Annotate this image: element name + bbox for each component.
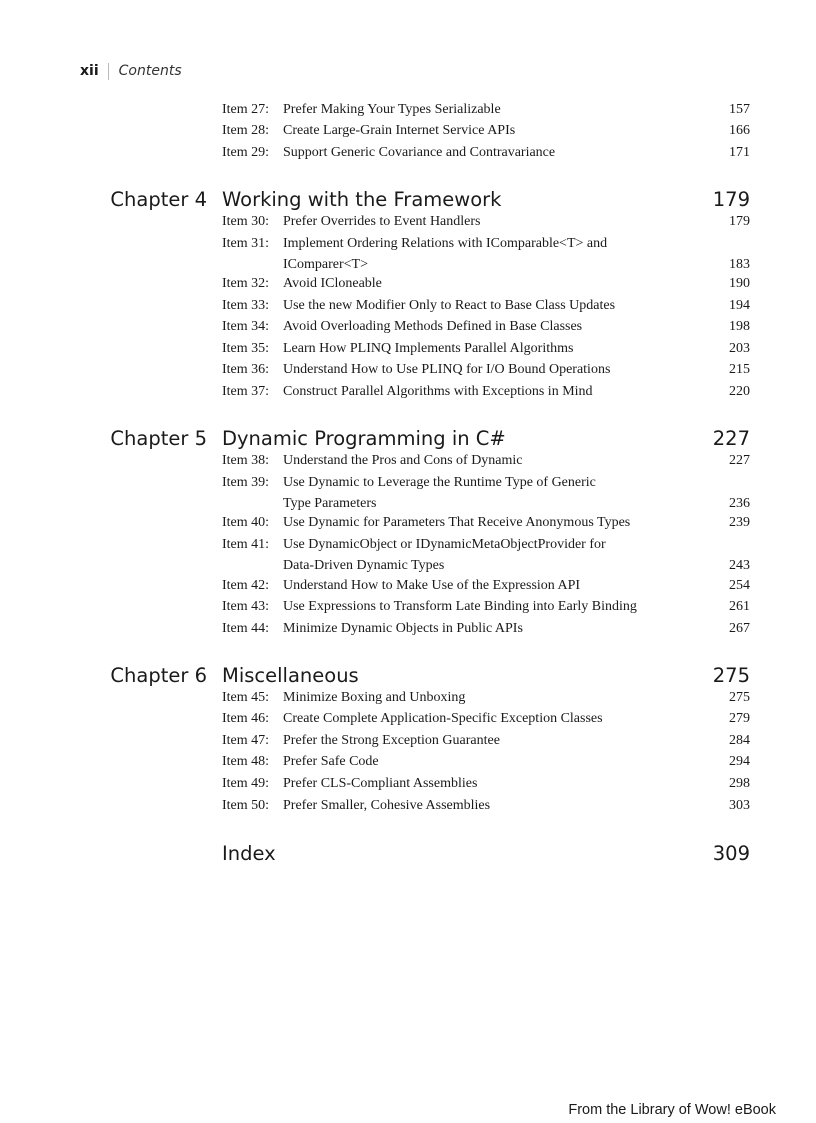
- item-title: Prefer Overrides to Event Handlers: [283, 214, 481, 229]
- chapter-page: 309: [712, 842, 750, 865]
- item-page: 227: [729, 453, 750, 468]
- item-title: Understand How to Make Use of the Expression API: [283, 578, 581, 593]
- chapter-heading[interactable]: [0, 187, 816, 213]
- item-number: Item 28:: [222, 123, 270, 138]
- item-title: Understand the Pros and Cons of Dynamic: [283, 453, 523, 468]
- toc-item[interactable]: [222, 596, 750, 617]
- item-page: 198: [729, 319, 750, 334]
- header-divider: [108, 63, 109, 80]
- item-number: Item 38:: [222, 453, 270, 468]
- toc-item[interactable]: [222, 99, 750, 120]
- chapter-page: 227: [712, 427, 750, 450]
- item-number: Item 50:: [222, 798, 270, 813]
- item-number: Item 30:: [222, 214, 270, 229]
- chapter-title: Working with the Framework: [222, 188, 502, 211]
- item-title: Implement Ordering Relations with IComparable<T> and: [283, 236, 608, 251]
- toc-item[interactable]: [222, 381, 750, 402]
- item-number: Item 47:: [222, 733, 270, 748]
- item-title: Avoid Overloading Methods Defined in Base Classes: [283, 319, 583, 334]
- chapter-heading[interactable]: [0, 663, 816, 689]
- item-title: Use Expressions to Transform Late Binding into Early Binding: [283, 599, 637, 614]
- item-page: 215: [729, 362, 750, 377]
- item-page: 203: [729, 341, 750, 356]
- item-title: Use Dynamic for Parameters That Receive Anonymous Types: [283, 515, 631, 530]
- toc-item[interactable]: [222, 338, 750, 359]
- item-page: 254: [729, 578, 750, 593]
- toc-item[interactable]: [222, 795, 750, 816]
- item-title: Use Dynamic to Leverage the Runtime Type of Generic: [283, 475, 596, 490]
- item-number: Item 42:: [222, 578, 270, 593]
- item-title: Minimize Dynamic Objects in Public APIs: [283, 621, 523, 636]
- item-page: 298: [729, 776, 750, 791]
- item-page: 236: [729, 496, 750, 511]
- item-number: Item 31:: [222, 236, 270, 251]
- item-title: Support Generic Covariance and Contravariance: [283, 145, 556, 160]
- item-page: 166: [729, 123, 750, 138]
- item-number: Item 36:: [222, 362, 270, 377]
- footer-watermark: From the Library of Wow! eBook: [568, 1102, 776, 1118]
- item-number: Item 40:: [222, 515, 270, 530]
- item-page: 261: [729, 599, 750, 614]
- chapter-label: Chapter 5: [110, 427, 207, 450]
- item-title: Create Large-Grain Internet Service APIs: [283, 123, 516, 138]
- toc-item[interactable]: [222, 618, 750, 639]
- chapter-label: Chapter 6: [110, 664, 207, 687]
- item-title: Use the new Modifier Only to React to Base Class Updates: [283, 298, 616, 313]
- item-number: Item 45:: [222, 690, 270, 705]
- item-number: Item 32:: [222, 276, 270, 291]
- item-page: 294: [729, 754, 750, 769]
- index-heading[interactable]: [0, 841, 816, 867]
- item-title: Prefer the Strong Exception Guarantee: [283, 733, 500, 748]
- toc-item[interactable]: [222, 316, 750, 337]
- toc-item[interactable]: [222, 730, 750, 751]
- chapter-label: Chapter 4: [110, 188, 207, 211]
- toc-item[interactable]: [222, 233, 750, 275]
- item-number: Item 34:: [222, 319, 270, 334]
- item-page: 157: [729, 102, 750, 117]
- toc-item[interactable]: [222, 472, 750, 514]
- toc-item[interactable]: [222, 211, 750, 232]
- toc-item[interactable]: [222, 512, 750, 533]
- item-title: Prefer Making Your Types Serializable: [283, 102, 501, 117]
- item-title-continued: IComparer<T>: [283, 257, 368, 272]
- item-title-continued: Type Parameters: [283, 496, 377, 511]
- chapter-title: Miscellaneous: [222, 664, 359, 687]
- toc-item[interactable]: [222, 773, 750, 794]
- item-number: Item 48:: [222, 754, 270, 769]
- item-number: Item 33:: [222, 298, 270, 313]
- item-number: Item 41:: [222, 537, 270, 552]
- item-number: Item 49:: [222, 776, 270, 791]
- toc-item[interactable]: [222, 273, 750, 294]
- item-page: 284: [729, 733, 750, 748]
- toc-item[interactable]: [222, 295, 750, 316]
- item-page: 279: [729, 711, 750, 726]
- item-number: Item 27:: [222, 102, 270, 117]
- item-number: Item 43:: [222, 599, 270, 614]
- item-number: Item 39:: [222, 475, 270, 490]
- running-header: [80, 62, 182, 80]
- toc-item[interactable]: [222, 120, 750, 141]
- chapter-page: 179: [712, 188, 750, 211]
- section-label: Contents: [118, 63, 182, 79]
- item-number: Item 46:: [222, 711, 270, 726]
- item-page: 194: [729, 298, 750, 313]
- item-title-continued: Data-Driven Dynamic Types: [283, 558, 445, 573]
- item-page: 303: [729, 798, 750, 813]
- item-number: Item 29:: [222, 145, 270, 160]
- item-title: Prefer CLS-Compliant Assemblies: [283, 776, 478, 791]
- item-title: Prefer Smaller, Cohesive Assemblies: [283, 798, 491, 813]
- toc-item[interactable]: [222, 534, 750, 576]
- item-page: 190: [729, 276, 750, 291]
- item-page: 267: [729, 621, 750, 636]
- item-page: 171: [729, 145, 750, 160]
- chapter-title: Index: [222, 842, 276, 865]
- chapter-heading[interactable]: [0, 426, 816, 452]
- toc-item[interactable]: [222, 450, 750, 471]
- page-number: xii: [80, 63, 99, 79]
- chapter-page: 275: [712, 664, 750, 687]
- toc-item[interactable]: [222, 687, 750, 708]
- item-title: Minimize Boxing and Unboxing: [283, 690, 466, 705]
- item-number: Item 44:: [222, 621, 270, 636]
- item-title: Learn How PLINQ Implements Parallel Algorithms: [283, 341, 574, 356]
- item-title: Prefer Safe Code: [283, 754, 379, 769]
- item-title: Construct Parallel Algorithms with Exceptions in Mind: [283, 384, 593, 399]
- item-page: 275: [729, 690, 750, 705]
- item-page: 179: [729, 214, 750, 229]
- toc-item[interactable]: [222, 142, 750, 163]
- toc-item[interactable]: [222, 359, 750, 380]
- item-page: 239: [729, 515, 750, 530]
- item-number: Item 37:: [222, 384, 270, 399]
- toc-item[interactable]: [222, 575, 750, 596]
- item-page: 183: [729, 257, 750, 272]
- item-page: 243: [729, 558, 750, 573]
- item-title: Understand How to Use PLINQ for I/O Bound Operations: [283, 362, 611, 377]
- item-page: 220: [729, 384, 750, 399]
- toc-item[interactable]: [222, 708, 750, 729]
- toc-item[interactable]: [222, 751, 750, 772]
- item-title: Use DynamicObject or IDynamicMetaObjectProvider for: [283, 537, 606, 552]
- chapter-title: Dynamic Programming in C#: [222, 427, 506, 450]
- item-title: Avoid ICloneable: [283, 276, 382, 291]
- item-title: Create Complete Application-Specific Exception Classes: [283, 711, 603, 726]
- item-number: Item 35:: [222, 341, 270, 356]
